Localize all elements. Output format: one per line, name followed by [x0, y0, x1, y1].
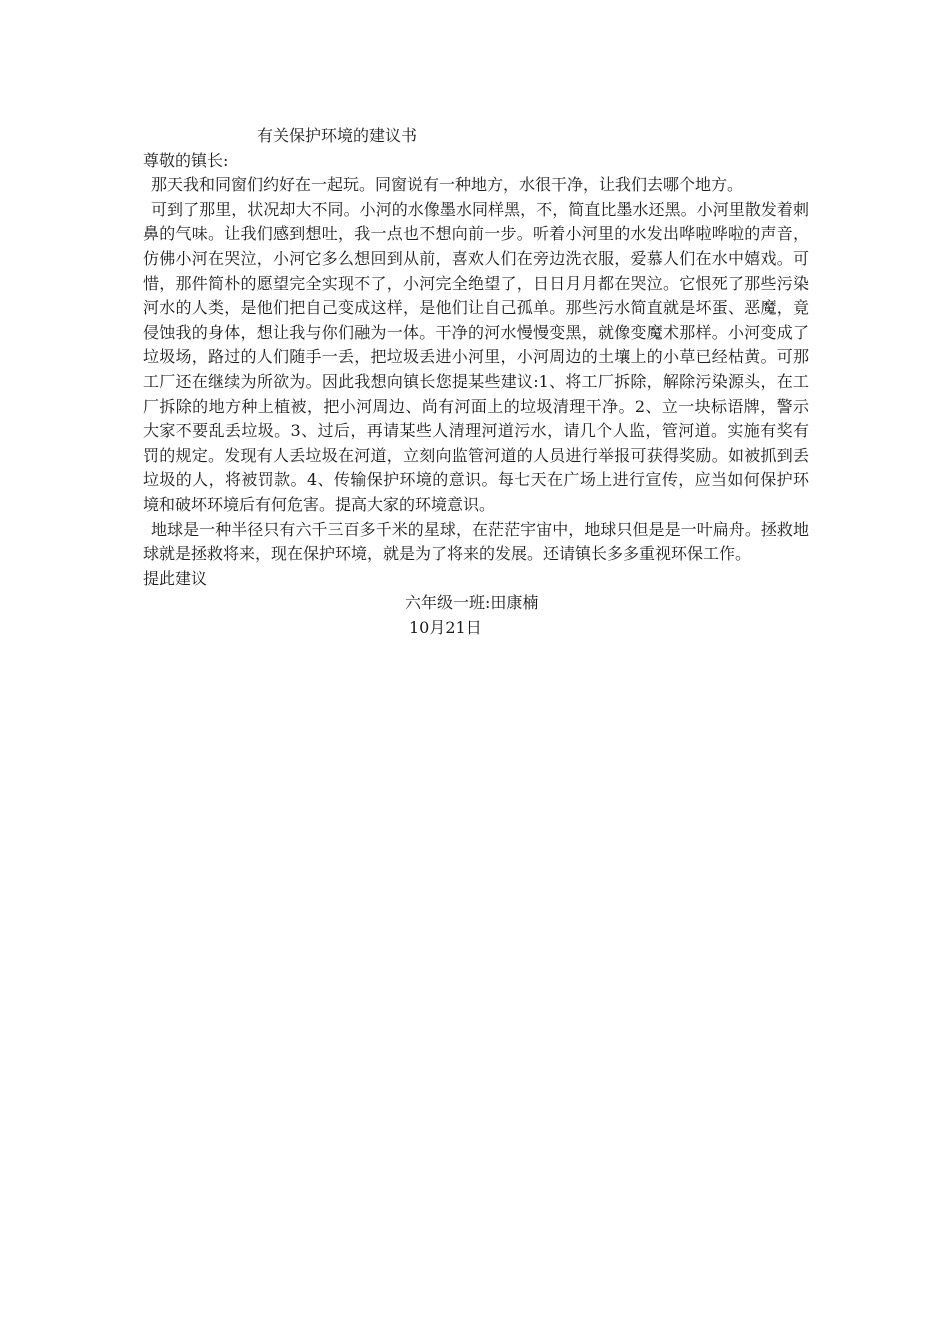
paragraph-body: 可到了那里，状况却大不同。小河的水像墨水同样黑，不，简直比墨水还黑。小河里散发着刺鼻的气味。让我们感到想吐，我一点也不想向前一步。听着小河里的水发出哗啦哗啦的声音，仿佛小河在哭泣，小河它多么想回到从前，喜欢人们在旁边洗衣服，爱慕人们在水中嬉戏。可惜，那件简朴的愿望完全实现不了，小河完全绝望了，日日月月都在哭泣。它恨死了那些污染河水的人类，是他们把自己变成这样，是他们让自己孤单。那些污水简直就是坏蛋、恶魔，竟侵蚀我的身体，想让我与你们融为一体。干净的河水慢慢变黑，就像变魔术那样。小河变成了垃圾场，路过的人们随手一丢，把垃圾丢进小河里，小河周边的土壤上的小草已经枯黄。可那工厂还在继续为所欲为。因此我想向镇长您提某些建议:1、将工厂拆除，解除污染源头，在工厂拆除的地方种上植被，把小河周边、尚有河面上的垃圾清理干净。2、立一块标语牌，警示大家不要乱丢垃圾。3、过后，再请某些人清理河道污水，请几个人监，管河道。实施有奖有罚的规定。发现有人丢垃圾在河道，立刻向监管河道的人员进行举报可获得奖励。如被抓到丢垃圾的人，将被罚款。4、传输保护环境的意识。每七天在广场上进行宣传，应当如何保护环境和破坏环境后有何危害。提高大家的环境意识。: [143, 199, 809, 514]
paragraph-intro: 那天我和同窗们约好在一起玩。同窗说有一种地方，水很干净，让我们去哪个地方。: [151, 175, 744, 195]
letter-page: [143, 124, 809, 640]
signature: 六年级一班:田康楠: [405, 593, 539, 613]
closing-line: 提此建议: [143, 568, 208, 588]
letter-title: 有关保护环境的建议书: [257, 126, 418, 145]
paragraph-conclusion: 地球是一种半径只有六千三百多千米的星球，在茫茫宇宙中，地球只但是是一叶扁舟。拯救地球就是拯救将来，现在保护环境，就是为了将来的发展。还请镇长多多重视环保工作。: [143, 519, 809, 564]
letter-date: 10月21日: [409, 617, 482, 637]
salutation: 尊敬的镇长:: [143, 150, 229, 170]
